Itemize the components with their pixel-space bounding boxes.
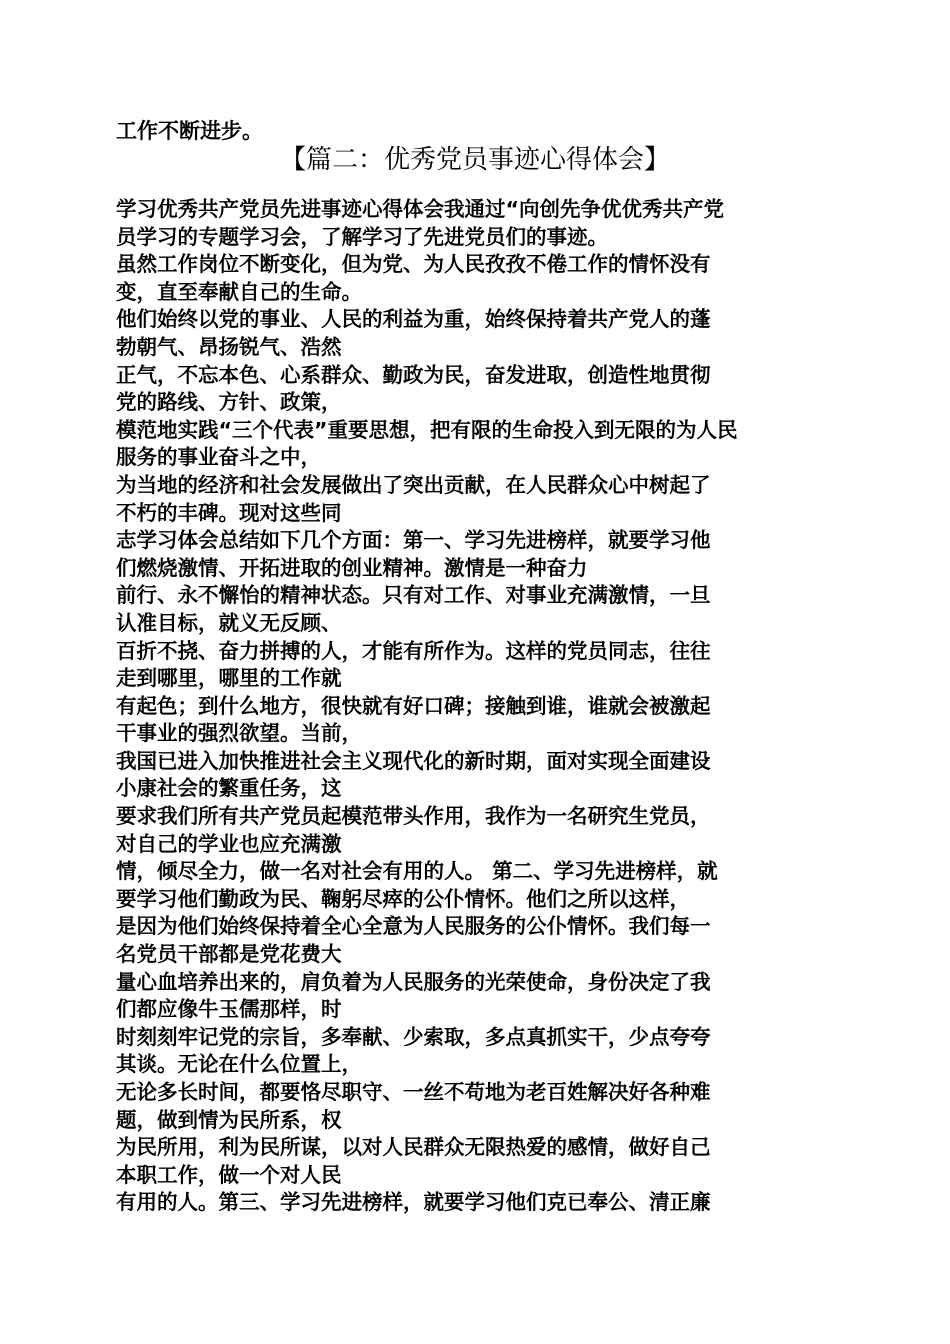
body-line: 们都应像牛玉儒那样，时 <box>116 997 342 1022</box>
body-line: 要学习他们勤政为民、鞠躬尽瘁的公仆情怀。他们之所以这样， <box>116 886 690 911</box>
body-line: 量心血培养出来的，肩负着为人民服务的光荣使命，身份决定了我 <box>116 969 711 994</box>
body-line: 正气，不忘本色、心系群众、勤政为民，奋发进取，创造性地贯彻 <box>116 362 711 387</box>
body-line: 志学习体会总结如下几个方面：第一、学习先进榜样，就要学习他 <box>116 528 711 553</box>
body-line: 为民所用，利为民所谋，以对人民群众无限热爱的感情，做好自己 <box>116 1135 711 1160</box>
body-line: 时刻刻牢记党的宗旨，多奉献、少索取，多点真抓实干，少点夸夸 <box>116 1024 711 1049</box>
body-line: 本职工作，做一个对人民 <box>116 1162 342 1187</box>
body-line: 对自己的学业也应充满激 <box>116 831 342 856</box>
body-line: 题，做到情为民所系，权 <box>116 1107 342 1132</box>
body-line: 是因为他们始终保持着全心全意为人民服务的公仆情怀。我们每一 <box>116 914 711 939</box>
body-line: 名党员干部都是党花费大 <box>116 942 342 967</box>
section-title: 【篇二：优秀党员事迹心得体会】 <box>279 145 670 175</box>
body-line: 模范地实践“三个代表”重要思想，把有限的生命投入到无限的为人民 <box>116 417 738 442</box>
body-line: 有用的人。第三、学习先进榜样，就要学习他们克已奉公、清正廉 <box>116 1190 711 1215</box>
lead-line: 工作不断进步。 <box>116 119 263 143</box>
body-line: 变，直至奉献自己的生命。 <box>116 279 362 304</box>
body-line: 有起色；到什么地方，很快就有好口碑；接触到谁，谁就会被激起 <box>116 693 711 718</box>
body-line: 不朽的丰碑。现对这些同 <box>116 500 342 525</box>
body-line: 情，倾尽全力，做一名对社会有用的人。 第二、学习先进榜样，就 <box>116 859 718 884</box>
body-line: 认准目标，就义无反顾、 <box>116 610 342 635</box>
body-line: 干事业的强烈欲望。当前， <box>116 721 362 746</box>
body-line: 们燃烧激情、开拓进取的创业精神。激情是一种奋力 <box>116 555 588 580</box>
body-line: 服务的事业奋斗之中， <box>116 445 321 470</box>
body-line: 员学习的专题学习会，了解学习了先进党员们的事迹。 <box>116 224 608 249</box>
body-line: 前行、永不懈怡的精神状态。只有对工作、对事业充满激情，一旦 <box>116 583 711 608</box>
body-line: 学习优秀共产党员先进事迹心得体会我通过“向创先争优优秀共产党 <box>116 197 724 221</box>
body-line: 其谈。无论在什么位置上， <box>116 1052 362 1077</box>
body-line: 无论多长时间，都要恪尽职守、一丝不苟地为老百姓解决好各种难 <box>116 1080 711 1104</box>
body-line: 我国已进入加快推进社会主义现代化的新时期，面对实现全面建设 <box>116 748 711 773</box>
body-line: 为当地的经济和社会发展做出了突出贡献，在人民群众心中树起了 <box>116 472 711 497</box>
body-line: 勃朝气、昂扬锐气、浩然 <box>116 334 342 359</box>
body-line: 党的路线、方针、政策， <box>116 390 342 415</box>
body-line: 要求我们所有共产党员起模范带头作用，我作为一名研究生党员， <box>116 804 711 829</box>
body-line: 虽然工作岗位不断变化，但为党、为人民孜孜不倦工作的情怀没有 <box>116 252 711 277</box>
body-line: 他们始终以党的事业、人民的利益为重，始终保持着共产党人的蓬 <box>116 307 711 332</box>
body-text <box>116 196 836 1217</box>
body-line: 小康社会的繁重任务，这 <box>116 776 342 801</box>
body-line: 走到哪里，哪里的工作就 <box>116 666 342 691</box>
body-line: 百折不挠、奋力拼搏的人，才能有所作为。这样的党员同志，往往 <box>116 638 711 663</box>
